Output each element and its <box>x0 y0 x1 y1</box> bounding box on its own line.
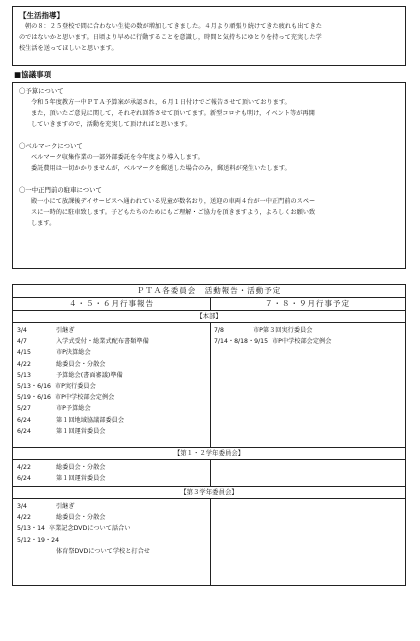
agenda-item-title: 〇ベルマークについて <box>19 142 83 150</box>
event-list-left <box>17 462 106 484</box>
section-body-honbu <box>13 323 405 448</box>
left-column-header: ４・５・６月行事報告 <box>69 299 154 308</box>
event-row: 7/8 市P第３回実行委員会 <box>214 327 313 334</box>
agenda-item-line: します。 <box>31 220 56 227</box>
section-body-grade3 <box>13 499 405 585</box>
agenda-item-title: 〇一中正門前の駐車について <box>19 186 102 194</box>
section-header-honbu: 【本部】 <box>13 311 405 323</box>
agenda-item-line: スに一時的に駐車致します。子どもたちのためにもご理解・ご協力を頂きますよう，よろしくお願い致 <box>31 209 316 216</box>
pta-activity-table <box>12 284 406 586</box>
agenda-item-line: 殿一小にて放課後デイサービスへ通われている児童が数名おり，送迎の車両４台が一中正門前のスペー <box>31 198 316 205</box>
agenda-heading: ■協議事項 <box>14 70 52 79</box>
event-row: 4/22 総委員会・分散会 <box>17 464 106 471</box>
guidance-line-3: 校生活を送ってほしいと思います。 <box>19 45 118 52</box>
event-row: 3/4 引継ぎ <box>17 327 75 334</box>
event-row: 5/12・19・24 <box>17 536 60 544</box>
guidance-line-1: 朝の８：２５登校で間に合わない生徒の数が増加してきました。４月より頑張り続けてきた疲れも出てきた <box>25 23 322 30</box>
section-body-grade12 <box>13 460 405 487</box>
event-row: 7/14・8/18・9/15 市P中学校部会定例会 <box>214 338 332 346</box>
agenda-item-budget <box>19 86 399 130</box>
event-row: 5/13・6/16 市P実行委員会 <box>17 383 96 391</box>
agenda-item-bellmark <box>19 141 399 174</box>
guidance-box <box>12 6 406 66</box>
event-row: 体育祭DVDについて学校と打合せ <box>56 547 150 555</box>
pta-table-title: ＰＴＡ各委員会 活動報告・活動予定 <box>13 285 405 298</box>
event-row: 4/7 入学式受付・総業式配布書類準備 <box>17 338 149 346</box>
pta-table-header-row <box>13 298 405 311</box>
event-row: 5/13・14 卒業記念DVDについて話合い <box>17 525 131 533</box>
agenda-item-title: 〇予算について <box>19 87 64 95</box>
agenda-item-parking <box>19 185 399 229</box>
event-row: 4/22 総委員会・分散会 <box>17 514 106 522</box>
event-row: 4/15 市P決算総会 <box>17 349 91 357</box>
event-list-right <box>214 325 331 347</box>
event-row: 4/22 総委員会・分散会 <box>17 360 106 368</box>
event-row: 6/24 第１回運営委員会 <box>17 427 106 435</box>
event-row: 6/24 第１回地域協議部委員会 <box>17 416 125 424</box>
right-column-header: ７・８・９月行事予定 <box>265 299 350 308</box>
agenda-item-line: 令和５年度教方一中ＰＴＡ予算案が承認され，６月１日付けでご報告させて頂いております。 <box>31 99 291 106</box>
event-row: 5/27 市P予算総会 <box>17 405 91 413</box>
agenda-item-line: ベルマーク収集作業の一部外部委託を今年度より導入します。 <box>31 154 204 161</box>
agenda-item-line: していきますので，活動を充実して頂ければと思います。 <box>31 121 192 128</box>
event-row: 5/13 予算総会(書面審議)準備 <box>17 371 123 379</box>
event-list-left <box>17 501 150 557</box>
agenda-item-line: 委託費用は一切かかりませんが，ベルマークを郵送した場合のみ，郵送料が発生いたします。 <box>31 165 291 172</box>
guidance-title: 【生活指導】 <box>19 11 64 20</box>
event-row: 6/24 第１回運営委員会 <box>17 475 106 483</box>
guidance-line-2: のではないかと思います。日頃より早めに行動することを意識し，時間と気持ちにゆとりを持って充実した学 <box>19 34 322 41</box>
section-header-grade3: 【第３学年委員会】 <box>13 487 405 499</box>
event-row: 5/19・6/16 市P中学校部会定例会 <box>17 394 115 402</box>
section-header-grade12: 【第１・２学年委員会】 <box>13 448 405 460</box>
agenda-item-line: また，頂いたご意見に関して，それぞれ回答させて頂いてます。新型コロナも明け，イベント等が再開 <box>31 110 315 117</box>
event-list-left <box>17 325 149 437</box>
agenda-box <box>12 82 406 269</box>
event-row: 3/4 引継ぎ <box>17 503 75 510</box>
